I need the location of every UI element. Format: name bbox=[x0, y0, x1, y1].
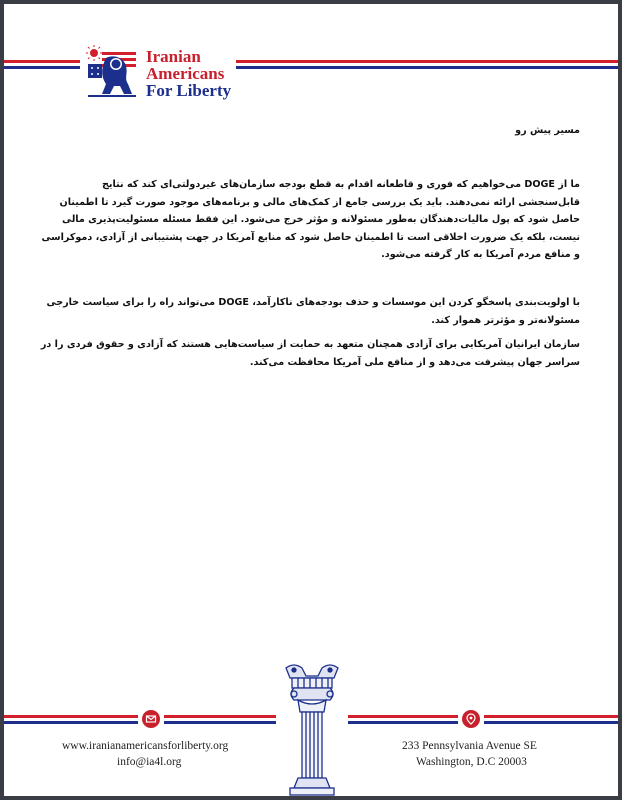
address-line-1: 233 Pennsylvania Avenue SE bbox=[402, 740, 537, 752]
footer-contact-left bbox=[62, 738, 228, 770]
header-stripe-red-right bbox=[236, 60, 618, 63]
letter-paragraph-3: سازمان ایرانیان آمریکایی برای آزادی همچنان متعهد به حمایت از سیاست‌هایی هستند که آزادی و حقوق فردی را در سراسر جهان پیشرفت می‌دهد و از منافع ملی آمریکا محافظت می‌کند. bbox=[40, 339, 580, 368]
header-stripe-blue-right bbox=[236, 66, 618, 69]
footer-stripe-red-mid bbox=[164, 715, 276, 718]
persepolis-column-icon bbox=[280, 662, 344, 796]
organization-logo-text bbox=[146, 48, 231, 99]
footer-stripe-red-mid2 bbox=[348, 715, 458, 718]
logo-line-2: Americans bbox=[146, 64, 225, 83]
header-stripe-blue-left bbox=[4, 66, 80, 69]
footer-stripe-red-right bbox=[484, 715, 618, 718]
website-link[interactable]: www.iranianamericansforliberty.org bbox=[62, 740, 229, 752]
footer-stripe-red-left bbox=[4, 715, 138, 718]
location-pin-icon bbox=[462, 710, 480, 728]
header-stripe-red-left bbox=[4, 60, 80, 63]
logo-line-1: Iranian bbox=[146, 47, 201, 66]
footer-stripe-blue-mid bbox=[164, 721, 276, 724]
letter-title: مسیر پیش رو bbox=[515, 125, 580, 136]
footer-stripe-blue-mid2 bbox=[348, 721, 458, 724]
logo-line-3: For Liberty bbox=[146, 81, 232, 100]
footer-stripe-blue-right bbox=[484, 721, 618, 724]
letter-paragraph-2: با اولویت‌بندی پاسخگو کردن این موسسات و حذف بودجه‌های ناکارآمد، DOGE می‌تواند راه را برای سیاست خارجی مسئولانه‌تر و مؤثرتر هموار کند. bbox=[46, 297, 580, 326]
footer-stripe-blue-left bbox=[4, 721, 138, 724]
email-icon bbox=[142, 710, 160, 728]
address-line-2: Washington, D.C 20003 bbox=[416, 756, 527, 768]
footer-address bbox=[402, 738, 537, 770]
letter-page bbox=[4, 4, 618, 796]
email-link[interactable]: info@ia4l.org bbox=[117, 756, 182, 768]
letter-paragraph-1: ما از DOGE می‌خواهیم که فوری و قاطعانه اقدام به قطع بودجه سازمان‌های غیردولتی‌ای کند که نتایج قابل‌سنجشی ارائه نمی‌دهند. باید یک بررسی جامع از کمک‌های مالی و برنامه‌های موجود صورت گیرد تا اطمینان حاصل شود که پول مالیات‌دهندگان به‌طور مسئولانه و مؤثر خرج می‌شود. این فقط مسئله مسئولیت‌پذیری مالی نیست، بلکه یک ضرورت اخلاقی است تا اطمینان حاصل شود که منابع آمریکا در جهت پشتیبانی از آزادی، دموکراسی و منافع مردم آمریکا به کار گرفته می‌شود. bbox=[41, 179, 580, 260]
lion-logo-icon bbox=[84, 44, 140, 100]
